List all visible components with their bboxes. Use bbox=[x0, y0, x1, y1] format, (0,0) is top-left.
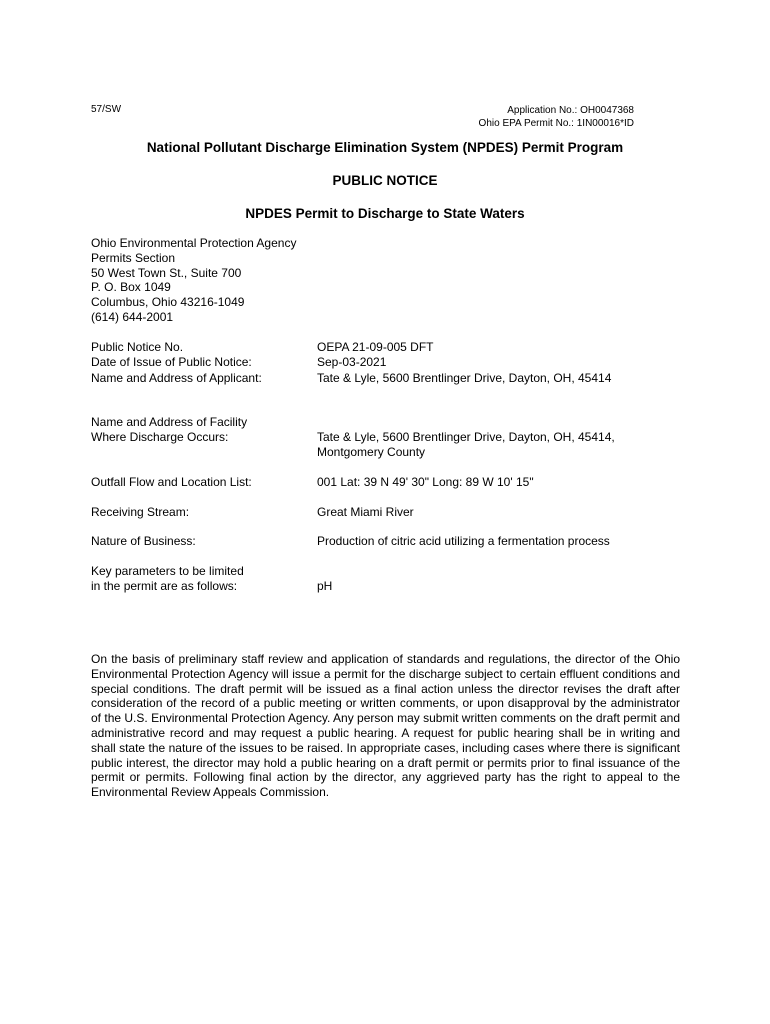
agency-po-box: P. O. Box 1049 bbox=[91, 280, 171, 295]
permit-title: NPDES Permit to Discharge to State Waters bbox=[245, 206, 525, 221]
receiving-stream-value: Great Miami River bbox=[317, 505, 414, 519]
facility-value-line-1: Tate & Lyle, 5600 Brentlinger Drive, Dayton, OH, 45414, bbox=[317, 430, 615, 444]
nature-of-business-label: Nature of Business: bbox=[91, 534, 196, 548]
program-title: National Pollutant Discharge Elimination System (NPDES) Permit Program bbox=[146, 140, 624, 155]
facility-value-line-2: Montgomery County bbox=[317, 445, 426, 459]
agency-city: Columbus, Ohio 43216-1049 bbox=[91, 295, 245, 310]
notice-body-paragraph: On the basis of preliminary staff review and application of standards and regulations, the director of the Ohio Environmental Protection Agency will issue a permit for the discharge subject to certain effluent conditions and special conditions. The draft permit will be issued as a final action unless the director revises the draft after consideration of the record of a public meeting or written comments, or upon disapproval by the administrator of the U.S. Environmental Protection Agency. Any person may submit written comments on the draft permit and administrative record and may request a public hearing. A request for public hearing shall be in writing and shall state the nature of the issues to be raised. In appropriate cases, including cases where there is significant public interest, the director may hold a public hearing on a draft permit or permits prior to final issuance of the permit or permits. Following final action by the director, any aggrieved party has the right to appeal to the Environmental Review Appeals Commission. bbox=[91, 652, 680, 800]
receiving-stream-label: Receiving Stream: bbox=[91, 505, 190, 519]
outfall-label: Outfall Flow and Location List: bbox=[91, 475, 252, 489]
issue-date-value: Sep-03-2021 bbox=[317, 355, 387, 369]
agency-street: 50 West Town St., Suite 700 bbox=[91, 265, 242, 280]
agency-section: Permits Section bbox=[91, 250, 176, 265]
notice-title: PUBLIC NOTICE bbox=[332, 173, 438, 188]
agency-phone: (614) 644-2001 bbox=[91, 309, 174, 324]
facility-label-line-1: Name and Address of Facility bbox=[91, 415, 248, 429]
key-parameters-value: pH bbox=[317, 579, 333, 593]
nature-of-business-value: Production of citric acid utilizing a fermentation process bbox=[317, 534, 610, 548]
applicant-label: Name and Address of Applicant: bbox=[91, 371, 262, 385]
key-parameters-label-line-2: in the permit are as follows: bbox=[91, 579, 238, 593]
application-number: Application No.: OH0047368 bbox=[507, 105, 634, 116]
applicant-value: Tate & Lyle, 5600 Brentlinger Drive, Dayton, OH, 45414 bbox=[317, 371, 612, 385]
key-parameters-label-line-1: Key parameters to be limited bbox=[91, 564, 244, 578]
notice-number-label: Public Notice No. bbox=[91, 340, 184, 354]
document-code: 57/SW bbox=[91, 104, 122, 115]
agency-address-block bbox=[91, 236, 296, 325]
notice-number-value: OEPA 21-09-005 DFT bbox=[317, 340, 434, 354]
facility-label-line-2: Where Discharge Occurs: bbox=[91, 430, 229, 444]
agency-name: Ohio Environmental Protection Agency bbox=[91, 236, 297, 250]
issue-date-label: Date of Issue of Public Notice: bbox=[91, 355, 252, 369]
permit-identifiers bbox=[479, 104, 634, 130]
outfall-value: 001 Lat: 39 N 49' 30" Long: 89 W 10' 15" bbox=[317, 475, 534, 489]
epa-permit-number: Ohio EPA Permit No.: 1IN00016*ID bbox=[478, 118, 634, 129]
